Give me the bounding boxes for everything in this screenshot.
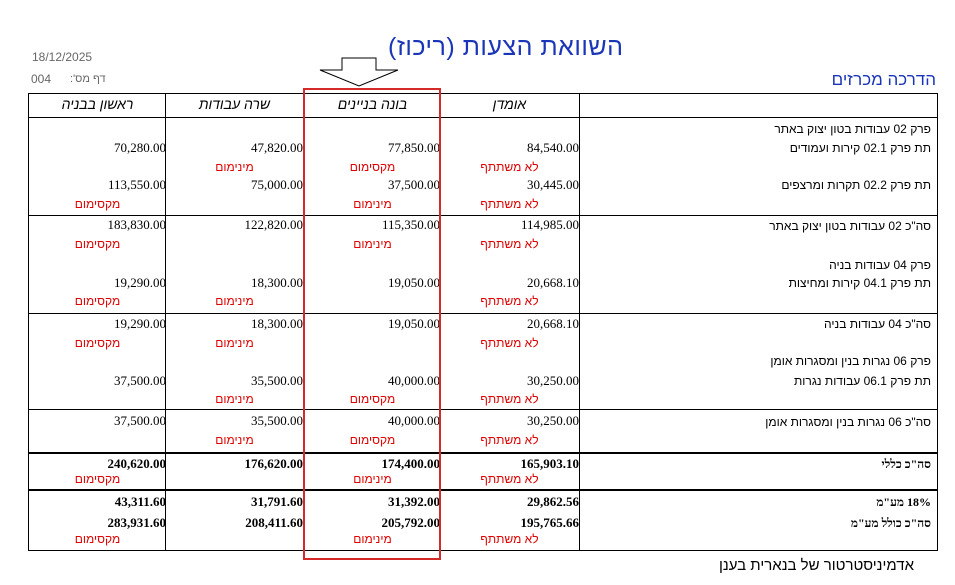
rank-note: מינימום	[215, 433, 254, 447]
amount-cell: 37,500.00	[388, 177, 440, 192]
page-number-label: דף מס':	[70, 73, 106, 85]
rank-note: מינימום	[215, 392, 254, 406]
amount-cell: 30,250.00	[527, 373, 579, 388]
page-number: 004	[31, 72, 52, 86]
tender-name: הדרכה מכרזים	[831, 70, 936, 89]
page-title: השוואת הצעות (ריכוז)	[388, 33, 624, 61]
amount-cell: 183,830.00	[107, 217, 166, 232]
amount-cell: 18,300.00	[251, 275, 303, 290]
grand-total-cell: 174,400.00	[381, 456, 440, 471]
rank-note: לא משתתף	[480, 472, 539, 486]
rank-note: לא משתתף	[480, 294, 539, 308]
rank-note: מקסימום	[349, 392, 396, 406]
amount-cell: 20,668.10	[527, 316, 579, 331]
grand-total-cell: 176,620.00	[244, 456, 303, 471]
rank-note: מקסימום	[74, 197, 121, 211]
rank-note: לא משתתף	[480, 336, 539, 350]
report-date: 18/12/2025	[32, 50, 93, 64]
amount-cell: 114,985.00	[520, 217, 579, 232]
amount-cell: 84,540.00	[527, 140, 579, 155]
vat-cell: 31,392.00	[388, 494, 440, 509]
vat-cell: 29,862.56	[527, 494, 579, 509]
section-description: תת פרק 04.1 קירות ומחיצות	[788, 276, 931, 290]
rank-note: מינימום	[215, 160, 254, 174]
section-description: פרק 06 נגרות בנין ומסגרות אומן	[770, 354, 931, 368]
section-description: פרק 04 עבודות בניה	[829, 258, 931, 272]
rank-note: מינימום	[353, 472, 392, 486]
amount-cell: 19,050.00	[388, 316, 440, 331]
amount-cell: 70,280.00	[114, 140, 166, 155]
grand-total-cell: 240,620.00	[107, 456, 166, 471]
total-with-vat-cell: 195,765.66	[520, 515, 579, 530]
vat-cell: 31,791.60	[251, 494, 303, 509]
total-with-vat-label: סה"כ כולל מע"מ	[850, 516, 931, 530]
amount-cell: 19,050.00	[388, 275, 440, 290]
column-header: אומדן	[492, 96, 527, 112]
amount-cell: 37,500.00	[114, 413, 166, 428]
rank-note: לא משתתף	[480, 197, 539, 211]
amount-cell: 75,000.00	[251, 177, 303, 192]
amount-cell: 40,000.00	[388, 413, 440, 428]
total-with-vat-cell: 208,411.60	[245, 515, 303, 530]
rank-note: מקסימום	[74, 294, 121, 308]
vat-cell: 43,311.60	[114, 494, 166, 509]
grand-total-cell: 165,903.10	[520, 456, 579, 471]
amount-cell: 35,500.00	[251, 413, 303, 428]
grand-total-label: סה"כ כללי	[881, 457, 931, 471]
column-header: ראשון בבניה	[61, 96, 134, 112]
rank-note: מינימום	[353, 237, 392, 251]
amount-cell: 30,250.00	[527, 413, 579, 428]
section-description: סה"כ 02 עבודות בטון יצוק באתר	[769, 219, 931, 233]
amount-cell: 35,500.00	[251, 373, 303, 388]
rank-note: מינימום	[353, 532, 392, 546]
rank-note: מקסימום	[74, 472, 121, 486]
amount-cell: 37,500.00	[114, 373, 166, 388]
column-header: שרה עבודות	[198, 96, 271, 112]
rank-note: לא משתתף	[480, 532, 539, 546]
footer-text: אדמיניסטרטור של בנארית בענן	[719, 557, 914, 574]
amount-cell: 47,820.00	[251, 140, 303, 155]
amount-cell: 122,820.00	[244, 217, 303, 232]
amount-cell: 115,350.00	[381, 217, 440, 232]
rank-note: לא משתתף	[480, 237, 539, 251]
rank-note: לא משתתף	[480, 433, 539, 447]
total-with-vat-cell: 283,931.60	[107, 515, 166, 530]
section-description: תת פרק 02.2 תקרות ומרצפים	[781, 178, 931, 192]
rank-note: מינימום	[353, 197, 392, 211]
section-description: תת פרק 06.1 עבודות נגרות	[794, 374, 931, 388]
rank-note: מקסימום	[349, 433, 396, 447]
amount-cell: 19,290.00	[114, 275, 166, 290]
down-arrow-icon	[318, 57, 400, 87]
section-description: תת פרק 02.1 קירות ועמודים	[789, 141, 931, 155]
rank-note: מינימום	[215, 294, 254, 308]
amount-cell: 40,000.00	[388, 373, 440, 388]
amount-cell: 18,300.00	[251, 316, 303, 331]
amount-cell: 113,550.00	[107, 177, 166, 192]
amount-cell: 19,290.00	[114, 316, 166, 331]
rank-note: לא משתתף	[480, 392, 539, 406]
amount-cell: 20,668.10	[527, 275, 579, 290]
section-description: פרק 02 עבודות בטון יצוק באתר	[774, 122, 931, 136]
section-description: סה"כ 06 נגרות בנין ומסגרות אומן	[765, 415, 931, 429]
amount-cell: 30,445.00	[527, 177, 579, 192]
rank-note: מקסימום	[349, 160, 396, 174]
rank-note: מקסימום	[74, 237, 121, 251]
selected-bidder-highlight	[303, 88, 441, 560]
rank-note: מקסימום	[74, 532, 121, 546]
rank-note: מקסימום	[74, 336, 121, 350]
total-with-vat-cell: 205,792.00	[381, 515, 440, 530]
rank-note: לא משתתף	[480, 160, 539, 174]
amount-cell: 77,850.00	[388, 140, 440, 155]
vat-label: 18% מע"מ	[876, 495, 931, 509]
column-header: בונה בניינים	[337, 96, 408, 112]
rank-note: מינימום	[215, 336, 254, 350]
section-description: סה"כ 04 עבודות בניה	[824, 317, 931, 331]
